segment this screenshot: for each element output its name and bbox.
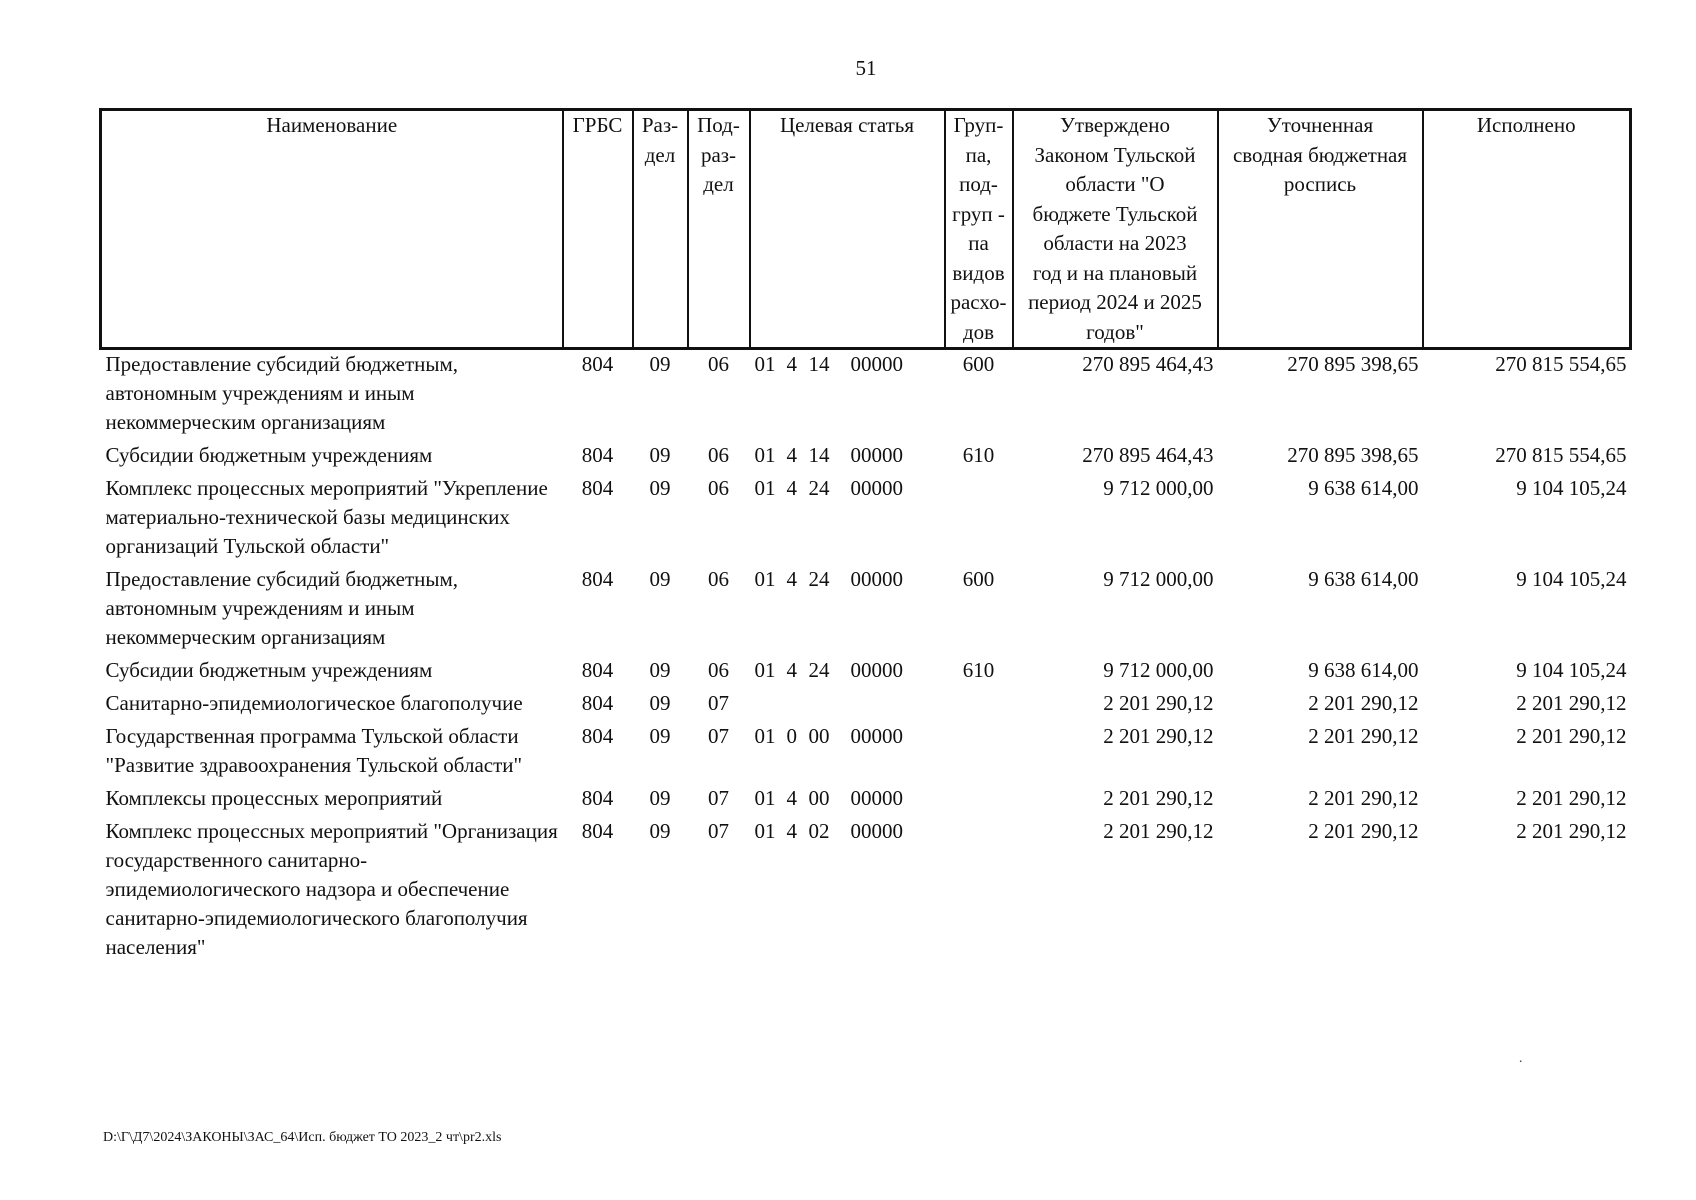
row-section: 09	[649, 443, 671, 467]
row-grbs: 804	[581, 658, 614, 682]
row-target	[750, 817, 945, 966]
header-approved: Утверждено Законом Тульской области "О бюджете Тульской области на 2023 год и на плановый период 2024 и 2025 годов"	[1013, 110, 1218, 349]
row-approved: 270 895 464,43	[1082, 443, 1214, 467]
row-group: 600	[962, 352, 995, 376]
header-row	[101, 110, 1631, 349]
row-refined: 2 201 290,12	[1308, 724, 1419, 748]
row-subsection: 07	[708, 724, 729, 748]
header-name: Наименование	[101, 110, 563, 349]
row-group	[945, 722, 1013, 784]
row-grbs: 804	[581, 567, 614, 591]
table-row	[101, 441, 1631, 474]
row-grbs: 804	[581, 691, 614, 715]
row-approved: 270 895 464,43	[1082, 352, 1214, 376]
footer-file-path: D:\Г\Д7\2024\ЗАКОНЫ\ЗАС_64\Исп. бюджет ТО 2023_2 чт\pr2.xls	[103, 1130, 502, 1145]
row-refined: 9 638 614,00	[1308, 567, 1419, 591]
row-refined: 9 638 614,00	[1308, 658, 1419, 682]
target-subprogram: 4	[786, 567, 797, 591]
row-group: 610	[962, 443, 995, 467]
row-group	[945, 784, 1013, 817]
target-code: 00000	[850, 786, 903, 810]
table-row	[101, 722, 1631, 784]
row-name: Комплекс процессных мероприятий "Организация государственного санитарно-эпидемиологического надзора и обеспечение санитарно-эпидемиологического благополучия населения"	[105, 819, 558, 959]
row-group: 600	[962, 567, 995, 591]
row-refined: 2 201 290,12	[1308, 786, 1419, 810]
row-grbs: 804	[581, 476, 614, 500]
target-subprogram: 4	[786, 476, 797, 500]
row-grbs: 804	[581, 443, 614, 467]
row-subsection: 07	[708, 819, 729, 843]
header-refined: Уточненная сводная бюджетная роспись	[1218, 110, 1423, 349]
row-target	[750, 565, 945, 656]
row-name: Комплексы процессных мероприятий	[105, 786, 443, 810]
header-grbs: ГРБС	[563, 110, 633, 349]
row-subsection: 06	[708, 352, 729, 376]
target-subprogram: 4	[786, 658, 797, 682]
target-code: 00000	[850, 724, 903, 748]
header-group: Груп- па, под- груп - па видов расхо- дов	[945, 110, 1013, 349]
target-direction: 00	[808, 724, 830, 748]
row-approved: 9 712 000,00	[1103, 658, 1214, 682]
target-code: 00000	[850, 567, 903, 591]
table-row	[101, 689, 1631, 722]
row-section: 09	[649, 819, 671, 843]
row-group	[945, 474, 1013, 565]
target-program: 01	[754, 658, 776, 682]
row-grbs: 804	[581, 819, 614, 843]
row-group: 610	[962, 658, 995, 682]
scan-speck: ˙	[1518, 1058, 1524, 1075]
row-section: 09	[649, 567, 671, 591]
row-section: 09	[649, 724, 671, 748]
row-approved: 2 201 290,12	[1103, 691, 1214, 715]
row-subsection: 07	[708, 691, 729, 715]
budget-table	[99, 108, 1632, 966]
target-direction: 02	[808, 819, 830, 843]
target-program: 01	[754, 724, 776, 748]
row-name: Комплекс процессных мероприятий "Укрепление материально-технической базы медицинских организаций Тульской области"	[105, 476, 548, 558]
row-approved: 9 712 000,00	[1103, 476, 1214, 500]
row-target	[750, 689, 945, 722]
row-section: 09	[649, 476, 671, 500]
row-section: 09	[649, 352, 671, 376]
target-subprogram: 0	[786, 724, 797, 748]
table-row	[101, 817, 1631, 966]
target-code: 00000	[850, 658, 903, 682]
header-executed: Исполнено	[1423, 110, 1631, 349]
target-program: 01	[754, 786, 776, 810]
target-code: 00000	[850, 443, 903, 467]
target-program: 01	[754, 567, 776, 591]
target-direction: 00	[808, 786, 830, 810]
row-executed: 2 201 290,12	[1516, 786, 1627, 810]
target-code: 00000	[850, 819, 903, 843]
target-program: 01	[754, 443, 776, 467]
row-approved: 2 201 290,12	[1103, 819, 1214, 843]
target-subprogram: 4	[786, 443, 797, 467]
target-subprogram: 4	[786, 352, 797, 376]
row-section: 09	[649, 658, 671, 682]
table-row	[101, 656, 1631, 689]
page-number: 51	[855, 56, 877, 80]
target-program: 01	[754, 476, 776, 500]
target-program: 01	[754, 819, 776, 843]
row-name: Субсидии бюджетным учреждениям	[105, 658, 433, 682]
row-executed: 270 815 554,65	[1495, 352, 1627, 376]
row-executed: 2 201 290,12	[1516, 691, 1627, 715]
row-grbs: 804	[581, 352, 614, 376]
target-direction: 24	[808, 567, 830, 591]
target-subprogram: 4	[786, 786, 797, 810]
header-target: Целевая статья	[750, 110, 945, 349]
row-section: 09	[649, 691, 671, 715]
target-direction: 14	[808, 352, 830, 376]
row-refined: 270 895 398,65	[1287, 443, 1419, 467]
row-target	[750, 656, 945, 689]
target-code: 00000	[850, 352, 903, 376]
row-executed: 9 104 105,24	[1516, 476, 1627, 500]
header-subsection: Под- раз- дел	[688, 110, 750, 349]
target-direction: 14	[808, 443, 830, 467]
target-code: 00000	[850, 476, 903, 500]
row-name: Предоставление субсидий бюджетным, автономным учреждениям и иным некоммерческим организациям	[105, 567, 459, 649]
row-grbs: 804	[581, 786, 614, 810]
row-executed: 9 104 105,24	[1516, 658, 1627, 682]
row-refined: 9 638 614,00	[1308, 476, 1419, 500]
target-program: 01	[754, 352, 776, 376]
row-subsection: 06	[708, 476, 729, 500]
row-grbs: 804	[581, 724, 614, 748]
table-row	[101, 349, 1631, 442]
row-target	[750, 474, 945, 565]
row-subsection: 06	[708, 443, 729, 467]
row-section: 09	[649, 786, 671, 810]
row-refined: 270 895 398,65	[1287, 352, 1419, 376]
row-name: Субсидии бюджетным учреждениям	[105, 443, 433, 467]
row-approved: 9 712 000,00	[1103, 567, 1214, 591]
table-row	[101, 474, 1631, 565]
target-subprogram: 4	[786, 819, 797, 843]
row-subsection: 06	[708, 567, 729, 591]
header-section: Раз- дел	[633, 110, 688, 349]
target-direction: 24	[808, 476, 830, 500]
row-subsection: 06	[708, 658, 729, 682]
row-target	[750, 349, 945, 442]
row-name: Санитарно-эпидемиологическое благополучие	[105, 691, 523, 715]
target-direction: 24	[808, 658, 830, 682]
table-row	[101, 565, 1631, 656]
row-approved: 2 201 290,12	[1103, 786, 1214, 810]
row-executed: 9 104 105,24	[1516, 567, 1627, 591]
row-refined: 2 201 290,12	[1308, 691, 1419, 715]
row-target	[750, 722, 945, 784]
row-name: Предоставление субсидий бюджетным, автономным учреждениям и иным некоммерческим организациям	[105, 352, 459, 434]
row-executed: 270 815 554,65	[1495, 443, 1627, 467]
row-executed: 2 201 290,12	[1516, 819, 1627, 843]
row-approved: 2 201 290,12	[1103, 724, 1214, 748]
table-row	[101, 784, 1631, 817]
row-group	[945, 817, 1013, 966]
row-name: Государственная программа Тульской области "Развитие здравоохранения Тульской области"	[105, 724, 523, 777]
row-target	[750, 441, 945, 474]
row-subsection: 07	[708, 786, 729, 810]
row-target	[750, 784, 945, 817]
row-group	[945, 689, 1013, 722]
row-executed: 2 201 290,12	[1516, 724, 1627, 748]
row-refined: 2 201 290,12	[1308, 819, 1419, 843]
